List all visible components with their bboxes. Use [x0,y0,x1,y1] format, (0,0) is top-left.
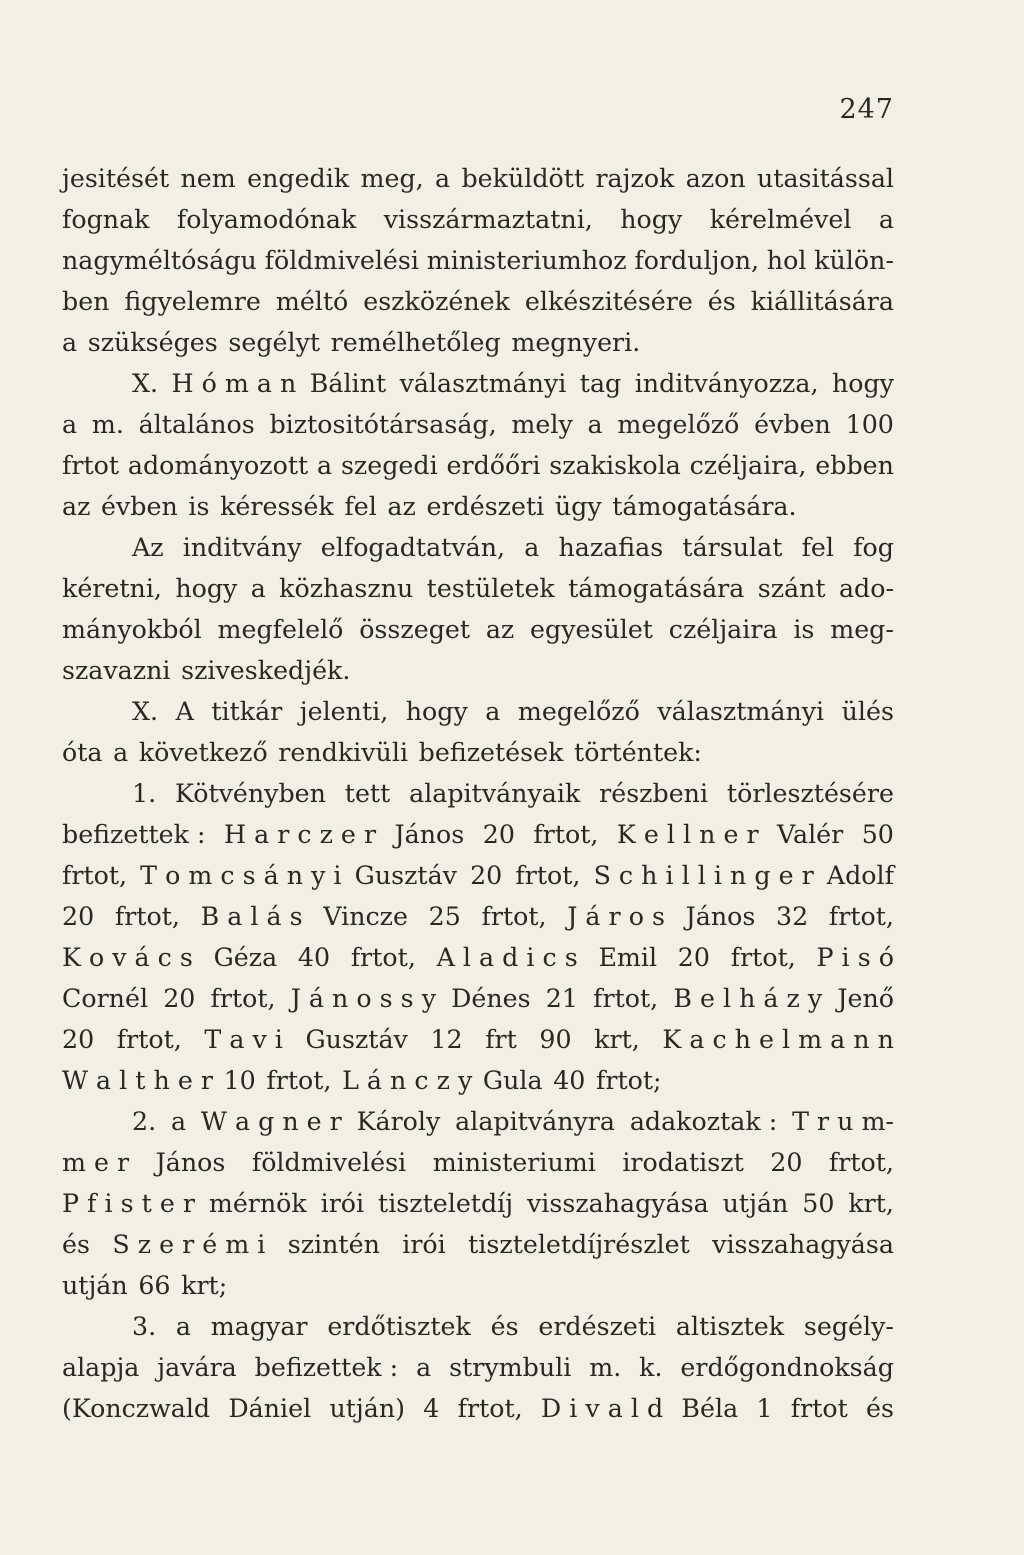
word: megfelelő [217,615,344,644]
word: 21 [545,984,578,1013]
word: X. [132,369,159,398]
word: 20 [770,1148,803,1177]
word: 4 [423,1394,440,1423]
word: H a r c z e r [224,820,377,849]
word: erdőőri [446,451,541,480]
word: jesitését [62,164,170,193]
word: frtot [790,1394,848,1423]
word: segélyt [228,328,321,357]
text-line [62,1388,894,1429]
word: Jenő [837,984,894,1013]
word: Emil [598,943,658,972]
text-line [62,1142,894,1183]
word: fel [801,533,834,562]
word: H ó m a n [171,369,297,398]
word: frtot, [533,820,599,849]
word: visszármaztatni, [383,205,593,234]
word: szükséges [87,328,218,357]
word: Géza [213,943,278,972]
text-line [62,527,894,568]
word: elkészitésére [524,287,693,316]
text-line [62,773,894,814]
word: Az [132,533,164,562]
word: czéljaira, [689,451,807,480]
word: krt; [181,1271,228,1300]
word: L á n c z y [342,1066,473,1095]
word: testületek [426,574,555,603]
word: János [155,1148,226,1177]
word: Gula [482,1066,543,1095]
text-line [62,363,894,404]
word: meg, [360,164,424,193]
word: erdészeti [426,492,545,521]
word: krt, [594,1025,640,1054]
word: kiállitására [750,287,894,316]
word: nagyméltóságu [62,246,257,275]
word: azon [685,164,746,193]
word: 40 [297,943,331,972]
text-line [62,1101,894,1142]
word: Adolf [826,861,894,890]
word: fognak [62,205,150,234]
text-line [62,486,894,527]
text-line [62,1183,894,1224]
word: frtot, [114,902,180,931]
text-line [62,691,894,732]
word: adakoztak : [629,1107,778,1136]
word: frtot, [62,861,128,890]
word: frtot, [457,1394,523,1423]
word: János [685,902,756,931]
word: földmivelési [264,246,419,275]
text-line [62,1060,894,1101]
word: is [793,615,815,644]
word: P i s ó [816,943,894,972]
word: forduljon, [634,246,760,275]
page-body-text [62,158,894,1429]
text-line [62,896,894,937]
word: K a c h e l m a n n [662,1025,894,1054]
word: A l a d i c s [436,943,578,972]
word: A [175,697,194,726]
word: a [170,1107,187,1136]
word: 20 [470,861,503,890]
word: irodatiszt [622,1148,744,1177]
word: 20 [62,902,95,931]
word: Kötvényben [175,779,326,808]
word: tag [579,369,622,398]
word: választmányi [657,697,825,726]
word: frt [485,1025,517,1054]
word: hogy [831,369,894,398]
word: K e l l n e r [616,820,759,849]
word: irói [320,1189,365,1218]
text-line [62,1347,894,1388]
word: hogy [405,697,468,726]
word: alapja [62,1353,140,1382]
word: a [416,1353,432,1382]
word: 2. [132,1107,157,1136]
word: János [394,820,465,849]
word: megelőző [517,697,640,726]
word: elfogadtatván, [320,533,506,562]
word: B e l h á z y [673,984,823,1013]
word: alapitványaik [409,779,581,808]
word: befizettek : [62,820,206,849]
word: S c h i l l i n g e r [593,861,814,890]
word: sziveskedjék. [181,656,351,685]
word: erdőtisztek [327,1312,471,1341]
word: befizettek : [254,1353,399,1382]
word: utján) [329,1394,405,1423]
word: titkár [211,697,283,726]
word: eszközének [363,287,510,316]
word: mányokból [62,615,202,644]
word: frtot, [828,1148,894,1177]
word: a [62,328,78,357]
word: 10 [223,1066,256,1095]
word: irói [402,1230,446,1259]
word: J á r o s [567,902,665,931]
word: X. [132,697,159,726]
word: befizetések [418,738,564,767]
word: frtot, [515,861,581,890]
word: a [524,533,540,562]
text-line [62,978,894,1019]
word: frtot, [350,943,416,972]
word: is [188,492,210,521]
word: választmányi [399,369,567,398]
word: 40 [553,1066,586,1095]
word: szintén [287,1230,380,1259]
word: 20 [482,820,515,849]
text-line [62,158,894,199]
word: méltó [275,287,349,316]
word: frtot, [828,902,894,931]
text-line [62,240,894,281]
word: frtot, [481,902,547,931]
word: tiszteletdíj [378,1189,514,1218]
word: beküldött [461,164,585,193]
word: segély- [803,1312,894,1341]
word: krt, [848,1189,894,1218]
word: és [707,287,736,316]
word: hazafias [558,533,664,562]
word: a [878,205,894,234]
word: frtot, [593,984,659,1013]
word: javára [157,1353,237,1382]
word: m. [589,1353,622,1382]
word: tiszteletdíjrészlet [468,1230,690,1259]
word: 20 [677,943,710,972]
text-line [62,445,894,486]
word: czéljaira [668,615,778,644]
word: a [485,697,501,726]
word: Gusztáv [354,861,457,890]
word: visszahagyása [526,1189,709,1218]
word: ülés [841,697,894,726]
word: és [490,1312,519,1341]
word: óta [62,738,103,767]
word: az [485,615,515,644]
word: altisztek [675,1312,785,1341]
word: 32 [776,902,809,931]
word: T o m c s á n y i [140,861,342,890]
word: frtot; [596,1066,662,1095]
word: folyamodónak [176,205,357,234]
word: megnyeri. [511,328,641,357]
word: társulat [682,533,783,562]
word: részbeni [599,779,709,808]
word: meg- [830,615,894,644]
text-line [62,855,894,896]
word: egyesület [530,615,653,644]
word: inditványozza, [634,369,819,398]
word: a [113,738,129,767]
word: támogatására. [612,492,797,521]
word: ado- [838,574,894,603]
word: m e r [62,1148,130,1177]
text-line [62,281,894,322]
word: megelőző [617,410,740,439]
word: külön- [814,246,894,275]
word: szegedi [340,451,438,480]
word: ben [62,287,110,316]
text-line [62,1019,894,1060]
word: frtot, [730,943,796,972]
word: (Konczwald [62,1394,211,1423]
word: J á n o s s y [290,984,436,1013]
word: strymbuli [449,1353,572,1382]
word: k. [639,1353,663,1382]
word: Valér [777,820,844,849]
word: szavazni [62,656,171,685]
word: erdőgondnokság [680,1353,894,1382]
word: hogy [620,205,683,234]
word: 66 [138,1271,171,1300]
word: általános [138,410,255,439]
word: frtot, [266,1066,332,1095]
word: ministeriumhoz [426,246,627,275]
word: nem [180,164,236,193]
word: évben [101,492,178,521]
word: a [587,410,603,439]
word: D i v a l d [540,1394,664,1423]
word: erdészeti [538,1312,657,1341]
word: Béla [681,1394,739,1423]
word: fog [853,533,894,562]
word: mely [511,410,573,439]
word: következő [138,738,268,767]
word: remélhetőleg [330,328,501,357]
word: a [175,1312,192,1341]
word: Bálint [309,369,387,398]
word: ebben [815,451,894,480]
word: utján [62,1271,128,1300]
word: 1. [132,779,157,808]
word: 3. [132,1312,157,1341]
word: az [387,492,416,521]
word: szakiskola [549,451,681,480]
word: hogy [175,574,238,603]
word: közhasznu [279,574,414,603]
word: frtot, [116,1025,182,1054]
word: és [62,1230,90,1259]
text-line [62,609,894,650]
word: 12 [430,1025,463,1054]
word: 50 [861,820,894,849]
word: szánt [757,574,826,603]
word: B a l á s [200,902,303,931]
word: T a v i [204,1025,283,1054]
word: évben [754,410,831,439]
word: Vincze [323,902,408,931]
word: földmivelési [251,1148,407,1177]
word: történtek: [574,738,702,767]
word: 100 [845,410,894,439]
word: m. [91,410,124,439]
text-line [62,322,894,363]
word: K o v á c s [62,943,193,972]
text-line [62,404,894,445]
word: Dániel [228,1394,312,1423]
text-line [62,568,894,609]
word: 1 [756,1394,773,1423]
word: alapitványra [455,1107,615,1136]
word: figyelemre [124,287,261,316]
word: a [62,410,78,439]
word: összeget [359,615,471,644]
word: a [250,574,266,603]
word: frtot, [210,984,276,1013]
word: W a l t h e r [62,1066,213,1095]
word: a [435,164,451,193]
word: Dénes [451,984,531,1013]
word: biztositótársaság, [269,410,497,439]
word: törlesztésére [726,779,894,808]
word: az [62,492,91,521]
text-line [62,1224,894,1265]
word: 90 [539,1025,572,1054]
word: Károly [356,1107,441,1136]
text-line [62,650,894,691]
word: kéretni, [62,574,162,603]
word: adományozott [127,451,309,480]
word: a [317,451,333,480]
word: rendkivüli [278,738,409,767]
word: frtot [62,451,120,480]
word: tett [344,779,391,808]
word: 20 [62,1025,95,1054]
word: ügy [554,492,602,521]
word: ministeriumi [432,1148,596,1177]
word: Gusztáv [305,1025,408,1054]
word: fel [344,492,377,521]
word: mérnök [208,1189,307,1218]
word: kérelmével [709,205,852,234]
word: P f i s t e r [62,1189,195,1218]
page-number: 247 [839,94,894,125]
word: T r u m- [792,1107,894,1136]
word: hol [766,246,807,275]
word: engedik [247,164,350,193]
word: rajzok [595,164,675,193]
word: magyar [210,1312,308,1341]
text-line [62,1265,894,1306]
word: jelenti, [299,697,389,726]
word: inditvány [182,533,302,562]
word: W a g n e r [200,1107,342,1136]
word: visszahagyása [712,1230,894,1259]
word: kéressék [220,492,334,521]
text-line [62,814,894,855]
word: 25 [428,902,461,931]
word: Cornél [62,984,149,1013]
word: utján [722,1189,789,1218]
word: és [866,1394,894,1423]
text-line [62,199,894,240]
word: S z e r é m i [112,1230,266,1259]
text-line [62,1306,894,1347]
text-line [62,937,894,978]
word: utasitással [757,164,894,193]
word: támogatására [568,574,745,603]
word: 20 [163,984,196,1013]
text-line [62,732,894,773]
word: 50 [802,1189,835,1218]
